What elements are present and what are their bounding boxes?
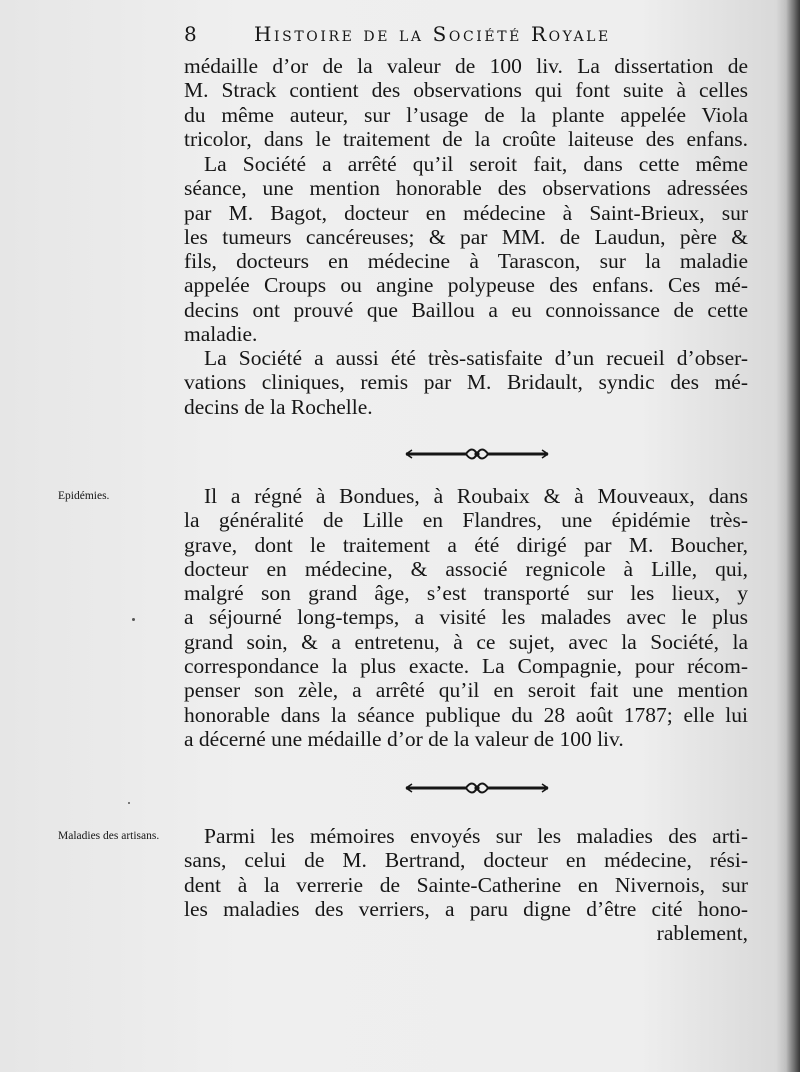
page-number: 8 [184,22,199,46]
text-line: la généralité de Lille en Flandres, une épidémie très- [184,508,748,533]
text-line: honorable dans la séance publique du 28 août 1787; elle lui [184,702,748,727]
text-line: rablement, [656,921,748,946]
text-line: La Société a aussi été très-satisfaite d’un recueil d’obser- [204,346,748,370]
text-line: appelée Croups ou angine polypeuse des enfans. Ces mé- [184,273,748,298]
text-line: correspondance la plus exacte. La Compagnie, pour récom- [184,654,748,679]
paragraph [184,484,748,751]
text-line: les tumeurs cancéreuses; & par MM. de Laudun, père & [184,224,748,249]
paragraph [184,346,748,419]
text-line: par M. Bagot, docteur en médecine à Saint-Brieux, sur [184,200,748,225]
text-line: du même auteur, sur l’usage de la plante appelée Viola [184,102,748,127]
paragraph [184,824,748,945]
text-line: sans, celui de M. Bertrand, docteur en médecine, rési- [184,848,748,873]
text-line: malgré son grand âge, s’est transporté sur les lieux, y [184,581,748,606]
printer-ornament-icon [404,447,550,461]
text-line: tricolor, dans le traitement de la croûte laiteuse des enfans. [184,126,748,151]
text-line: vations cliniques, remis par M. Bridault, syndic des mé- [184,370,748,395]
printer-ornament-icon [404,781,550,795]
paragraph [184,54,748,151]
text-line: M. Strack contient des observations qui font suite à celles [184,78,748,103]
text-line: grave, dont le traitement a été dirigé par M. Boucher, [184,532,748,557]
text-line: maladie. [184,322,258,347]
text-line: les maladies des verriers, a paru digne d’être cité hono- [184,896,748,921]
paper-speck [128,802,130,804]
binding-shadow [786,0,800,1072]
text-line: a séjourné long-temps, a visité les malades avec le plus [184,605,748,630]
text-line: decins ont prouvé que Baillou a eu connoissance de cette [184,297,748,322]
text-line: penser son zèle, a arrêté qu’il en seroit fait une mention [184,678,748,703]
text-line: fils, docteurs en médecine à Tarascon, sur la maladie [184,249,748,274]
text-line: séance, une mention honorable des observations adressées [184,176,748,201]
text-line: médaille d’or de la valeur de 100 liv. La dissertation de [184,54,748,78]
text-line: docteur en médecine, & associé regnicole à Lille, qui, [184,556,748,581]
paragraph [184,152,748,346]
text-line: Il a régné à Bondues, à Roubaix & à Mouveaux, dans [204,484,748,508]
running-title: Histoire de la Société Royale [254,22,611,46]
text-line: Parmi les mémoires envoyés sur les maladies des arti- [204,824,748,848]
margin-note: Maladies des artisans. [58,830,160,842]
paper-speck [132,618,135,621]
text-line: dent à la verrerie de Sainte-Catherine en Nivernois, sur [184,872,748,897]
text-line: La Société a arrêté qu’il seroit fait, dans cette même [204,152,748,176]
text-line: decins de la Rochelle. [184,394,373,419]
text-line: grand soin, & a entretenu, à ce sujet, avec la Société, la [184,629,748,654]
page-header [184,22,744,52]
text-line: a décerné une médaille d’or de la valeur de 100 liv. [184,726,624,751]
margin-note: Epidémies. [58,490,110,502]
